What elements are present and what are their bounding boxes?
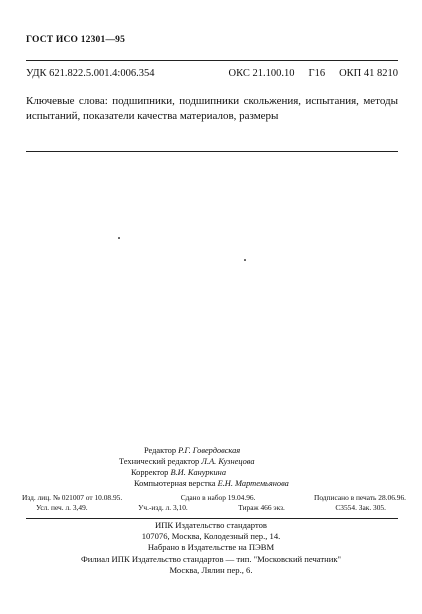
publisher-address: 107076, Москва, Колодезный пер., 14. xyxy=(141,531,281,542)
imprint-run: Тираж 466 экз. xyxy=(238,503,285,512)
credit-tech-editor-name: Л.А. Кузнецова xyxy=(201,457,255,466)
publisher-block xyxy=(0,520,422,576)
classification-codes xyxy=(229,68,398,79)
credit-corrector-name: В.И. Кануркина xyxy=(170,468,227,477)
imprint-order: С3554. Зак. 305. xyxy=(335,503,386,512)
imprint-pub-sheets: Уч.-изд. л. 3,10. xyxy=(138,503,188,512)
classification-line xyxy=(26,68,398,79)
publisher-branch: Филиал ИПК Издательство стандартов — тип. "Московский печатник" xyxy=(80,553,342,564)
credit-corrector xyxy=(131,467,226,478)
imprint-license: Изд. лиц. № 021007 от 10.08.95. xyxy=(22,493,123,502)
publisher-branch-address: Москва, Лялин пер., 6. xyxy=(169,564,253,575)
credit-corrector-label: Корректор xyxy=(131,468,169,477)
group-code: Г16 xyxy=(308,68,326,79)
credit-tech-editor xyxy=(119,456,255,467)
credit-layout-label: Компьютерная верстка xyxy=(134,479,216,488)
oks-code: ОКС 21.100.10 xyxy=(228,68,295,79)
udk-code: УДК 621.822.5.001.4:006.354 xyxy=(26,68,155,79)
imprint-block xyxy=(22,493,406,513)
keywords-paragraph: Ключевые слова: подшипники, подшипники скольжения, испытания, методы испытаний, показатели качества материалов, размеры xyxy=(26,95,398,122)
imprint-row-2 xyxy=(22,503,406,513)
imprint-row-1 xyxy=(22,493,406,503)
credit-editor-label: Редактор xyxy=(144,446,177,455)
credit-tech-editor-label: Технический редактор xyxy=(119,457,200,466)
speck-mark xyxy=(118,237,120,239)
imprint-divider xyxy=(26,518,398,519)
okp-code: ОКП 41 8210 xyxy=(339,68,398,79)
speck-mark xyxy=(244,259,246,261)
credit-editor-name: Р.Г. Говердовская xyxy=(178,446,241,455)
credit-layout-name: Е.Н. Мартемьянова xyxy=(217,479,289,488)
imprint-print-sheets: Усл. печ. л. 3,49. xyxy=(36,503,88,512)
top-divider xyxy=(26,60,398,61)
credit-layout xyxy=(134,478,289,489)
keywords-divider xyxy=(26,151,398,152)
document-code: ГОСТ ИСО 12301—95 xyxy=(26,35,126,45)
publisher-typeset: Набрано в Издательстве на ПЭВМ xyxy=(147,542,275,553)
imprint-typeset: Сдано в набор 19.04.96. xyxy=(180,493,256,502)
imprint-printed: Подписано в печать 28.06.96. xyxy=(313,493,406,502)
credit-editor xyxy=(144,445,240,456)
publisher-name: ИПК Издательство стандартов xyxy=(155,520,267,530)
